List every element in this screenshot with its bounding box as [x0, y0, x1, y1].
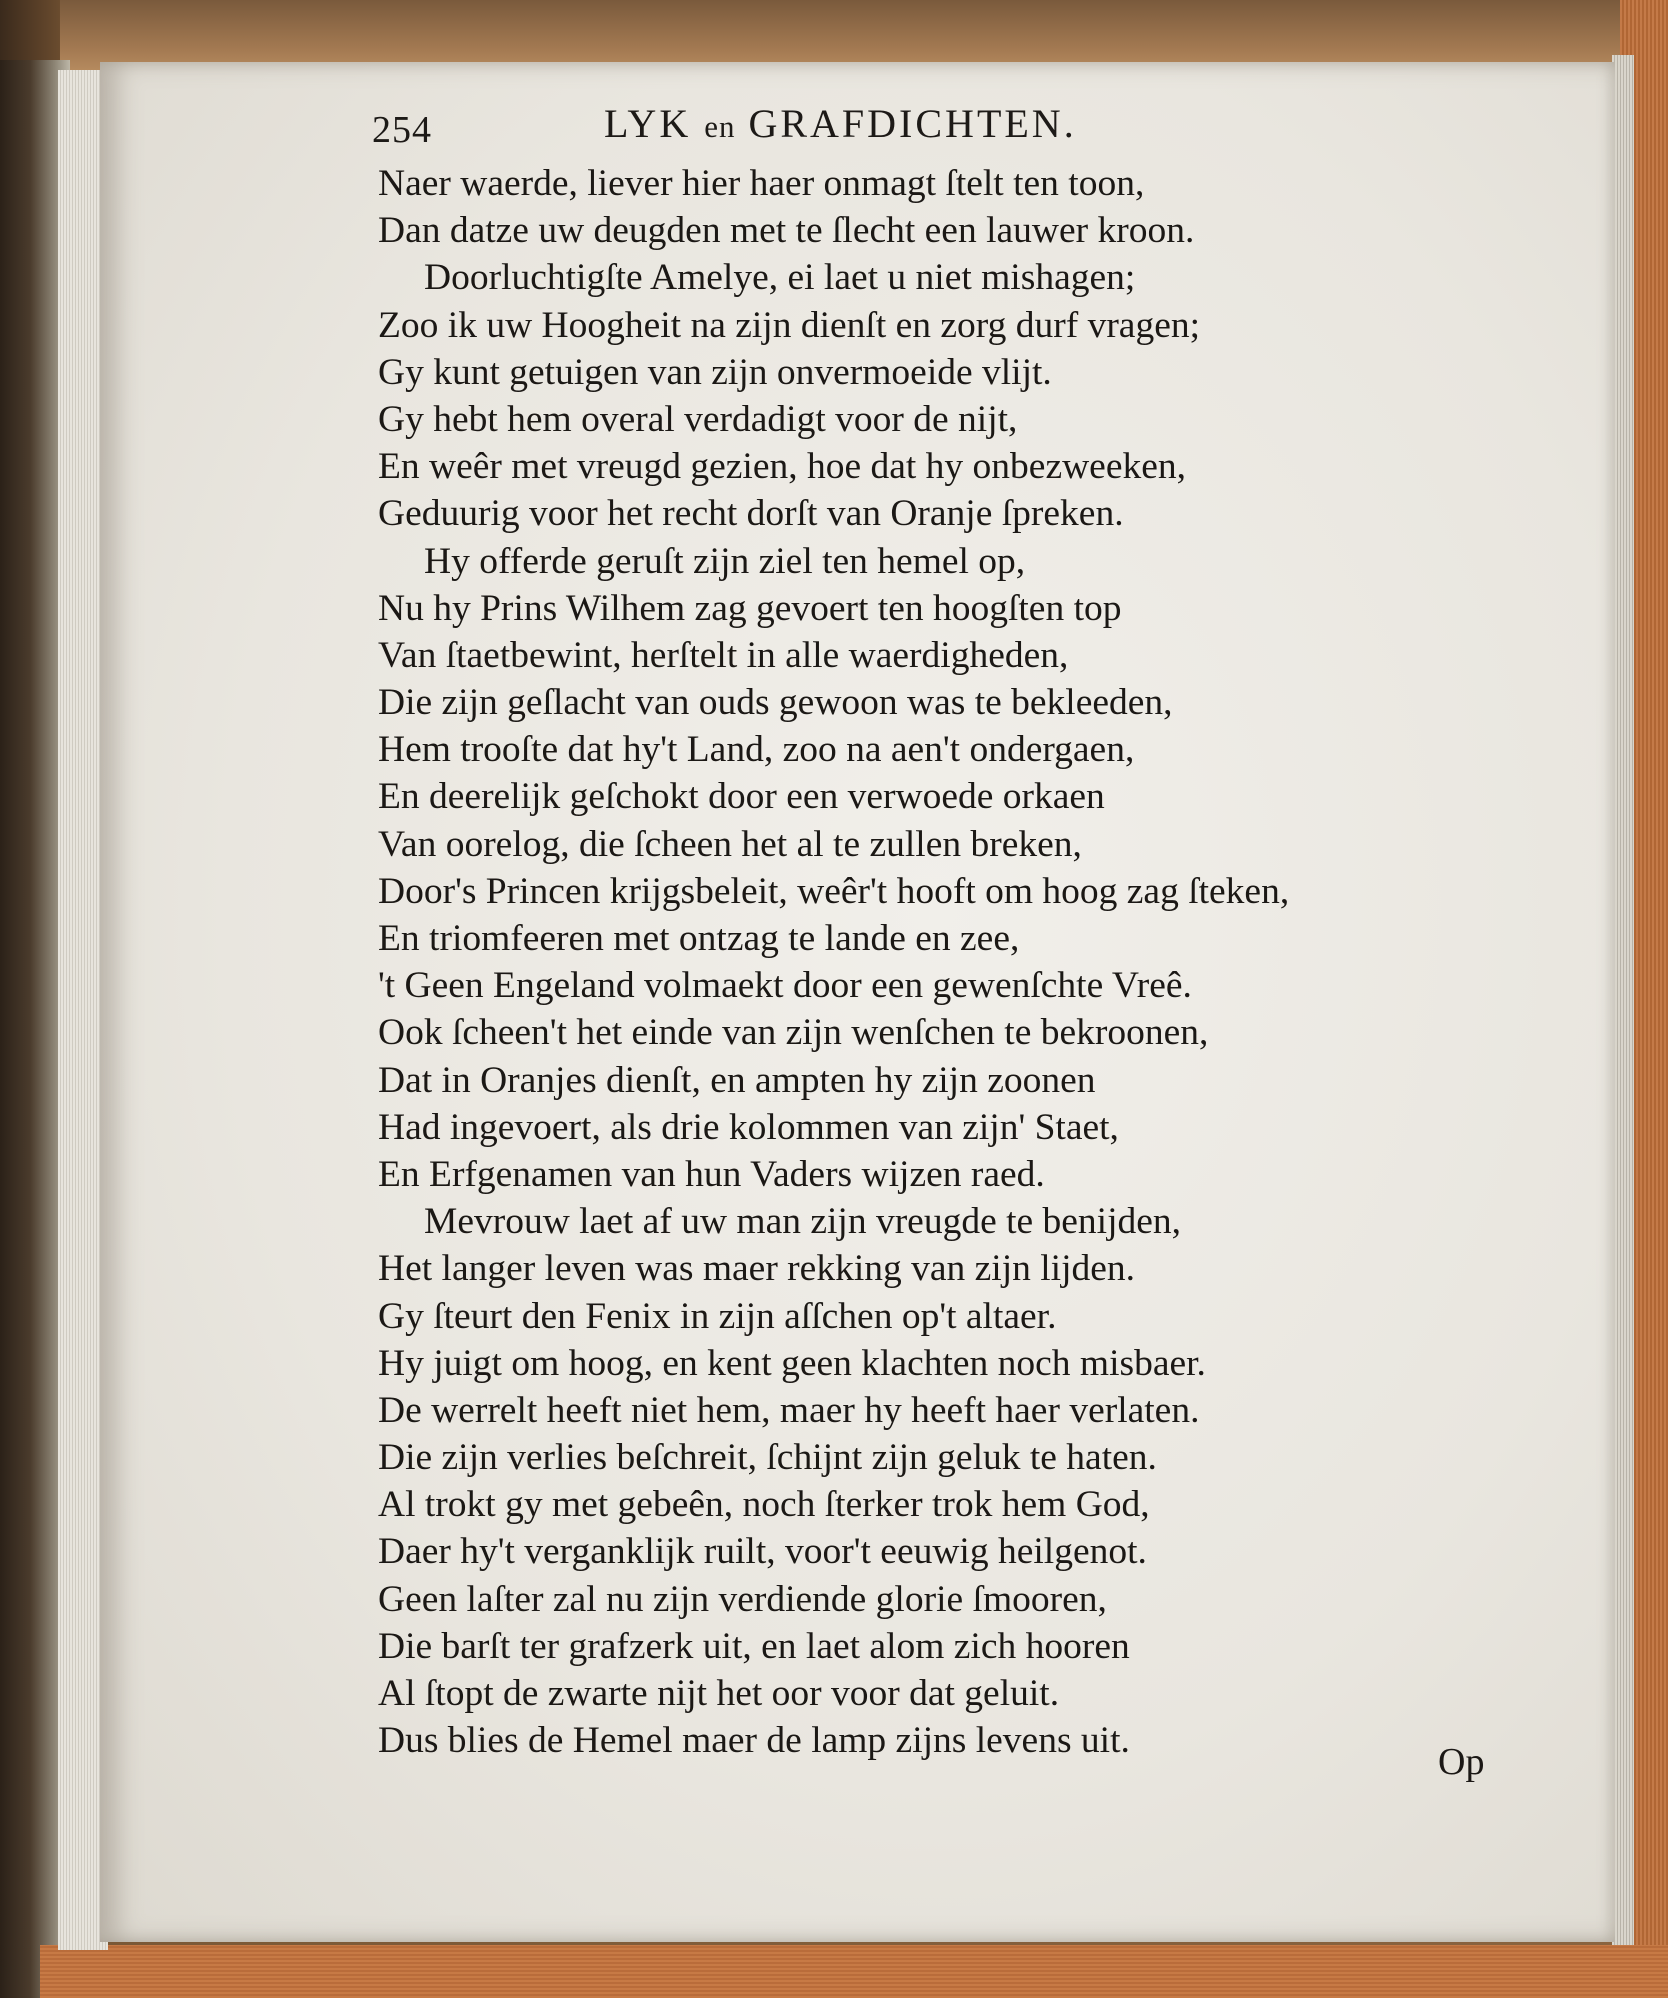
poem-line: Al ſtopt de zwarte nijt het oor voor dat geluit. [378, 1673, 1060, 1714]
book-cover-top [60, 0, 1668, 70]
title-grafdichten: GRAFDICHTEN. [748, 101, 1077, 146]
poem-line: Door's Princen krijgsbeleit, weêr't hooft om hoog zag ſteken, [378, 870, 1290, 912]
title-lyk: LYK [604, 101, 692, 146]
poem-line: Die zijn verlies beſchreit, ſchijnt zijn geluk te haten. [378, 1437, 1157, 1479]
poem-line: 't Geen Engeland volmaekt door een gewenſchte Vreê. [378, 965, 1192, 1007]
title-en: en [704, 109, 736, 144]
poem-line: Van ſtaetbewint, herſtelt in alle waerdigheden, [378, 634, 1069, 676]
poem-line: Dat in Oranjes dienſt, en ampten hy zijn zoonen [378, 1059, 1096, 1101]
poem-line: Nu hy Prins Wilhem zag gevoert ten hoogſten top [378, 587, 1122, 629]
poem-line: Die barſt ter grafzerk uit, en laet alom zich hooren [378, 1625, 1130, 1667]
poem-text [378, 160, 1558, 1764]
poem-line: De werrelt heeft niet hem, maer hy heeft haer verlaten. [378, 1389, 1200, 1431]
poem-line: Gy kunt getuigen van zijn onvermoeide vlijt. [378, 351, 1052, 393]
poem-line: Zoo ik uw Hoogheit na zijn dienſt en zorg durf vragen; [378, 304, 1201, 346]
poem-line: Geen laſter zal nu zijn verdiende glorie ſmooren, [378, 1578, 1107, 1620]
poem-line: Dus blies de Hemel maer de lamp zijns levens uit. [378, 1720, 1130, 1762]
poem-line: Geduurig voor het recht dorſt van Oranje ſpreken. [378, 493, 1124, 535]
poem-line: Van oorelog, die ſcheen het al te zullen breken, [378, 823, 1082, 865]
poem-line: Mevrouw laet af uw man zijn vreugde te benijden, [424, 1201, 1182, 1243]
poem-line: Gy ſteurt den Fenix in zijn aſſchen op't altaer. [378, 1295, 1057, 1337]
poem-line: Die zijn geſlacht van ouds gewoon was te bekleeden, [378, 682, 1173, 724]
poem-line: Gy hebt hem overal verdadigt voor de nijt, [378, 398, 1018, 440]
poem-line: Naer waerde, liever hier haer onmagt ſtelt ten toon, [378, 163, 1145, 204]
poem-line: Dan datze uw deugden met te ſlecht een lauwer kroon. [378, 210, 1195, 252]
poem-line: En weêr met vreugd gezien, hoe dat hy onbezweeken, [378, 446, 1186, 488]
poem-line: Al trokt gy met gebeên, noch ſterker trok hem God, [378, 1484, 1150, 1526]
book-cover-bottom [40, 1945, 1668, 1998]
poem-line: Het langer leven was maer rekking van zijn lijden. [378, 1248, 1136, 1290]
poem-line: Hy juigt om hoog, en kent geen klachten noch misbaer. [378, 1342, 1206, 1384]
page-stack-right [1612, 55, 1634, 1945]
poem-line: Daer hy't verganklijk ruilt, voor't eeuwig heilgenot. [378, 1531, 1147, 1573]
poem-line: Had ingevoert, als drie kolommen van zijn' Staet, [378, 1106, 1119, 1148]
running-head [372, 100, 1472, 156]
poem-line: Hy offerde geruſt zijn ziel ten hemel op, [424, 540, 1026, 582]
page-number: 254 [372, 109, 432, 151]
catchword: Op [1438, 1741, 1485, 1783]
page-title [604, 100, 1077, 147]
poem-line: Ook ſcheen't het einde van zijn wenſchen te bekroonen, [378, 1012, 1209, 1054]
poem-line: En deerelijk geſchokt door een verwoede orkaen [378, 776, 1105, 818]
poem-line: En triomfeeren met ontzag te lande en zee, [378, 918, 1020, 959]
poem-line: Hem trooſte dat hy't Land, zoo na aen't ondergaen, [378, 729, 1135, 771]
poem-line: Doorluchtigſte Amelye, ei laet u niet mishagen; [424, 257, 1136, 299]
poem-line: En Erfgenamen van hun Vaders wijzen raed. [378, 1153, 1045, 1195]
